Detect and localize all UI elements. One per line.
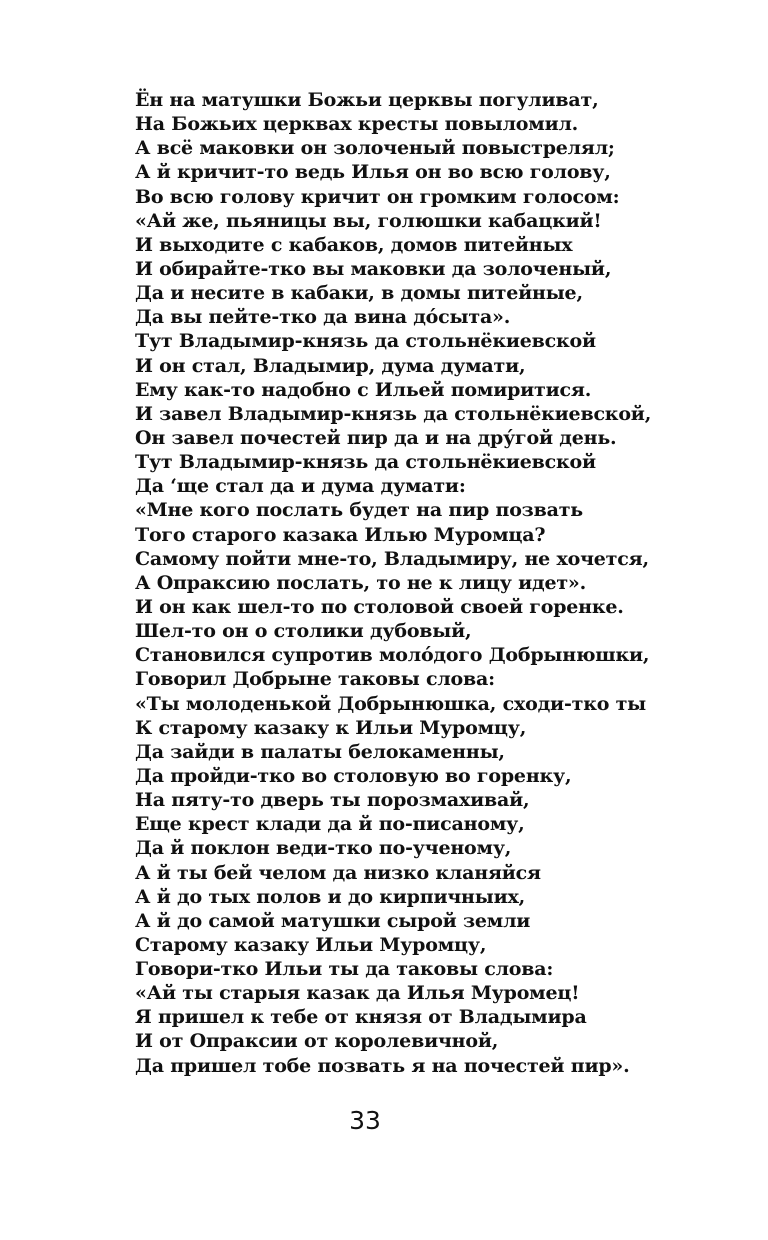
poem-line: Да и несите в кабаки, в домы питейные, [135,282,583,305]
poem-line: Того старого казака Илью Муромца? [135,523,546,546]
page-number: 33 [349,1106,381,1135]
poem-line: Ён на матушки Божьи церквы погуливат, [135,89,599,111]
poem-line: К старому казаку к Ильи Муромцу, [135,716,527,739]
poem-line: И выходите с кабаков, домов питейных [135,233,573,256]
poem-line: «Мне кого послать будет на пир позвать [135,499,583,522]
poem-line: Да пройди-тко во столовую во горенку, [135,764,572,787]
poem-line: Да пришел тобе позвать я на почестей пир». [135,1054,630,1077]
poem-line: А й ты бей челом да низко кланяйся [135,861,541,884]
poem-line: Еще крест клади да й по-писаному, [135,813,525,836]
poem-line: И он стал, Владымир, дума думати, [135,354,526,377]
poem-line: А й до самой матушки сырой земли [135,909,531,932]
poem-line: Самому пойти мне-то, Владымиру, не хочется, [135,547,649,570]
poem-line: И обирайте-тко вы маковки да золоченый, [135,257,612,280]
poem-line: А й кричит-то ведь Илья он во всю голову, [135,161,611,184]
poem-line: Во всю голову кричит он громким голосом: [135,185,620,208]
poem-line: Старому казаку Ильи Муромцу, [135,933,487,956]
poem-line: Тут Владымир-князь да стольнёкиевской [135,330,596,353]
poem-line: Да вы пейте-тко да вина до́сыта». [135,306,511,329]
poem-line: На Божьих церквах кресты повыломил. [135,113,579,136]
poem-line: Становился супротив моло́дого Добрынюшки, [135,644,650,667]
poem-line: Говорил Добрыне таковы слова: [135,668,495,691]
poem-text [135,88,695,1078]
poem-line: Да зайди в палаты белокаменны, [135,740,505,763]
poem-line: А всё маковки он золоченый повыстрелял; [135,137,615,160]
poem-line: Ему как-то надобно с Ильей помиритися. [135,378,592,401]
poem-line: «Ай ты старыя казак да Илья Муромец! [135,982,580,1005]
poem-line: Да ‘ще стал да и дума думати: [135,475,466,498]
poem-line: И завел Владымир-князь да стольнёкиевской, [135,402,652,425]
poem-line: Он завел почестей пир да и на дру́гой день. [135,426,617,449]
poem-line: Говори-тко Ильи ты да таковы слова: [135,958,554,981]
poem-line: И он как шел-то по столовой своей горенке. [135,595,624,618]
poem-line: «Ай же, пьяницы вы, голюшки кабацкий! [135,209,602,232]
poem-line: Шел-то он о столики дубовый, [135,620,472,643]
poem-line: Я пришел к тебе от князя от Владымира [135,1006,587,1029]
poem-line: А Опраксию послать, то не к лицу идет». [135,571,586,594]
poem-line: «Ты молоденькой Добрынюшка, сходи-тко ты [135,692,647,715]
poem-line: Да й поклон веди-тко по-ученому, [135,837,512,860]
poem-line: И от Опраксии от королевичной, [135,1030,499,1053]
poem-line: Тут Владымир-князь да стольнёкиевской [135,451,596,474]
poem-line: На пяту-то дверь ты порозмахивай, [135,789,530,812]
poem-line: А й до тых полов и до кирпичныих, [135,885,526,908]
